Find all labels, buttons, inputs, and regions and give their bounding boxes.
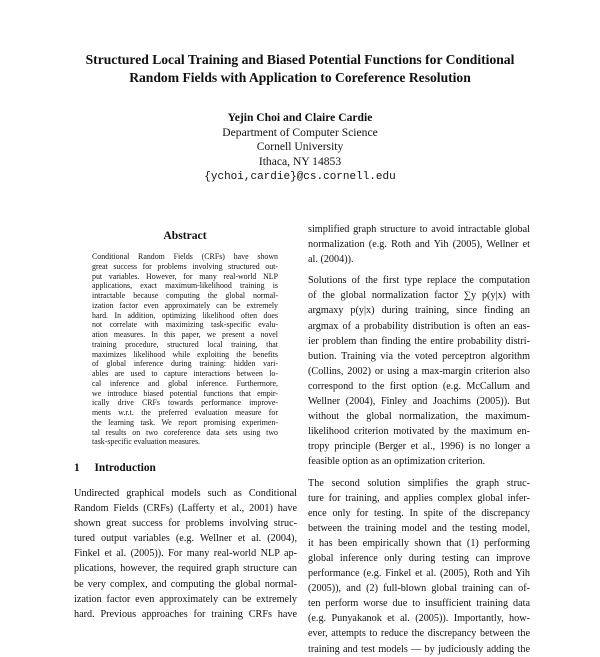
intro-line: tured output variables (e.g. Wellner et al. (2004), xyxy=(74,533,297,545)
paragraph-line: (2005)), and (2) full-blown global training can of- xyxy=(308,583,530,595)
paragraph-line: training and test models — by judiciously adding the xyxy=(308,643,530,655)
intro-line: ization factor even approximately can be extremely xyxy=(74,593,297,605)
paragraph-line: (e.g. Punyakanok et al. (2005)). Importantly, how- xyxy=(308,613,530,625)
abstract-line: intractable because computing the global normal- xyxy=(92,291,278,300)
author-block xyxy=(100,111,500,185)
paragraph-line: normalization (e.g. Roth and Yih (2005), Wellner et xyxy=(308,239,530,251)
abstract-line: great success for problems involving structured out- xyxy=(92,261,278,271)
paragraph-line: Solutions of the first type replace the computation xyxy=(308,275,530,287)
abstract-line: training procedure, structured local training, that xyxy=(92,339,278,349)
paragraph-line: of the global normalization factor ∑y p(y|x) with xyxy=(308,290,530,302)
paragraph-line: global inference only during testing can improve xyxy=(308,552,530,564)
abstract-body xyxy=(92,252,278,447)
paragraph-line: ier problem than finding the entire probability distri- xyxy=(308,335,530,347)
abstract-line: ables are used to capture interactions between lo- xyxy=(92,369,278,378)
abstract-line: maximizes likelihood while exploiting the benefits xyxy=(92,349,278,359)
paragraph-line: argmaxy p(y|x) during training, since finding an xyxy=(308,305,530,317)
intro-line: shown great success for problems involving struc- xyxy=(74,518,297,530)
paragraph-line: without the global normalization, the maximum- xyxy=(308,411,530,423)
paragraph-line: The second solution simplifies the graph struc- xyxy=(308,477,530,489)
title-line-2: Random Fields with Application to Coreference Resolution xyxy=(129,70,471,85)
section-heading-introduction xyxy=(74,462,274,474)
paragraph-line: ten perform worse due to insufficient training data xyxy=(308,598,530,610)
intro-line: Random Fields (CRFs) (Lafferty et al., 2001) have xyxy=(74,503,297,515)
abstract-line: we introduce biased potential functions that empir- xyxy=(92,388,278,398)
title-line-1: Structured Local Training and Biased Potential Functions for Conditional xyxy=(85,52,515,67)
paragraph-line: (Collins, 2002) or using a max-margin criterion also xyxy=(308,365,530,377)
right-column-text xyxy=(308,222,530,657)
paragraph-line: it has been empirically shown that (1) performing xyxy=(308,537,530,549)
abstract-line: ments w.r.t. the preferred evaluation measure for xyxy=(92,408,278,417)
department: Department of Computer Science xyxy=(222,125,378,139)
section-title: Introduction xyxy=(94,462,156,474)
abstract-line: tal results on two coreference data sets using two xyxy=(92,427,278,437)
abstract-line: put variables. However, for many real-world NLP xyxy=(92,271,278,281)
intro-line: plications, however, the required graph structure can xyxy=(74,563,297,575)
paragraph-line: al. (2004)). xyxy=(308,254,354,266)
abstract-line: cal inference and global inference. Furthermore, xyxy=(92,378,278,388)
paragraph-line: ence only for testing. In spite of the discrepancy xyxy=(308,507,530,519)
paragraph-line: correspond to the first option (e.g. McCallum and xyxy=(308,380,530,392)
abstract-line: not correlate with maximizing task-specific evalu- xyxy=(92,320,278,330)
paragraph-line: simplified graph structure to avoid intractable global xyxy=(308,224,530,235)
paper-title xyxy=(60,51,540,87)
paragraph-line: tropy principle (Berger et al., 1996) is no longer a xyxy=(308,441,530,453)
university: Cornell University xyxy=(256,140,344,154)
email: {ychoi,cardie}@cs.cornell.edu xyxy=(204,170,396,183)
abstract-line: of global inference during training: hidden vari- xyxy=(92,359,278,369)
paragraph-line: bution. Training via the voted perceptron algorithm xyxy=(308,350,530,362)
paragraph-line: likelihood criterion motivated by the maximum en- xyxy=(308,426,530,438)
abstract-line: task-specific evaluation measures. xyxy=(92,437,201,447)
author-names: Yejin Choi and Claire Cardie xyxy=(227,111,373,124)
intro-line: Undirected graphical models such as Conditional xyxy=(74,488,297,499)
paragraph-line: Wellner (2004), Finley and Joachims (2005)). But xyxy=(308,396,530,408)
intro-line: be very complex, and computing the global normal- xyxy=(74,578,297,590)
abstract-line: the learning task. We report promising experimen- xyxy=(92,417,278,427)
paragraph-line: performance (e.g. Finkel et al. (2005), Roth and Yih xyxy=(308,568,530,580)
abstract-line: ization factor even approximately can be extremely xyxy=(92,300,278,310)
abstract-line: Conditional Random Fields (CRFs) have shown xyxy=(92,252,278,261)
intro-line: hard. Previous approaches for training CRFs have xyxy=(74,608,297,620)
intro-line: Finkel et al. (2005)). For many real-world NLP ap- xyxy=(74,548,297,560)
section-number: 1 xyxy=(74,462,80,474)
paragraph-line: argmax of a probability distribution is often an eas- xyxy=(308,320,530,332)
introduction-text xyxy=(74,486,297,622)
abstract-line: ation measures. In this paper, we present a novel xyxy=(92,330,278,339)
paragraph-line: between the training model and the testing model, xyxy=(308,522,530,534)
abstract-line: ically drive CRFs towards performance improve- xyxy=(92,398,278,408)
abstract-line: applications, exact maximum-likelihood training is xyxy=(92,281,278,291)
address: Ithaca, NY 14853 xyxy=(258,155,342,169)
abstract-heading: Abstract xyxy=(163,229,207,242)
paragraph-line: ever, attempts to reduce the discrepancy between the xyxy=(308,628,530,640)
abstract-line: hard. In addition, optimizing likelihood often does xyxy=(92,310,278,320)
paragraph-line: ture for training, and applies complex global infer- xyxy=(308,492,530,504)
paragraph-line: feasible option as an optimization criterion. xyxy=(308,456,486,468)
